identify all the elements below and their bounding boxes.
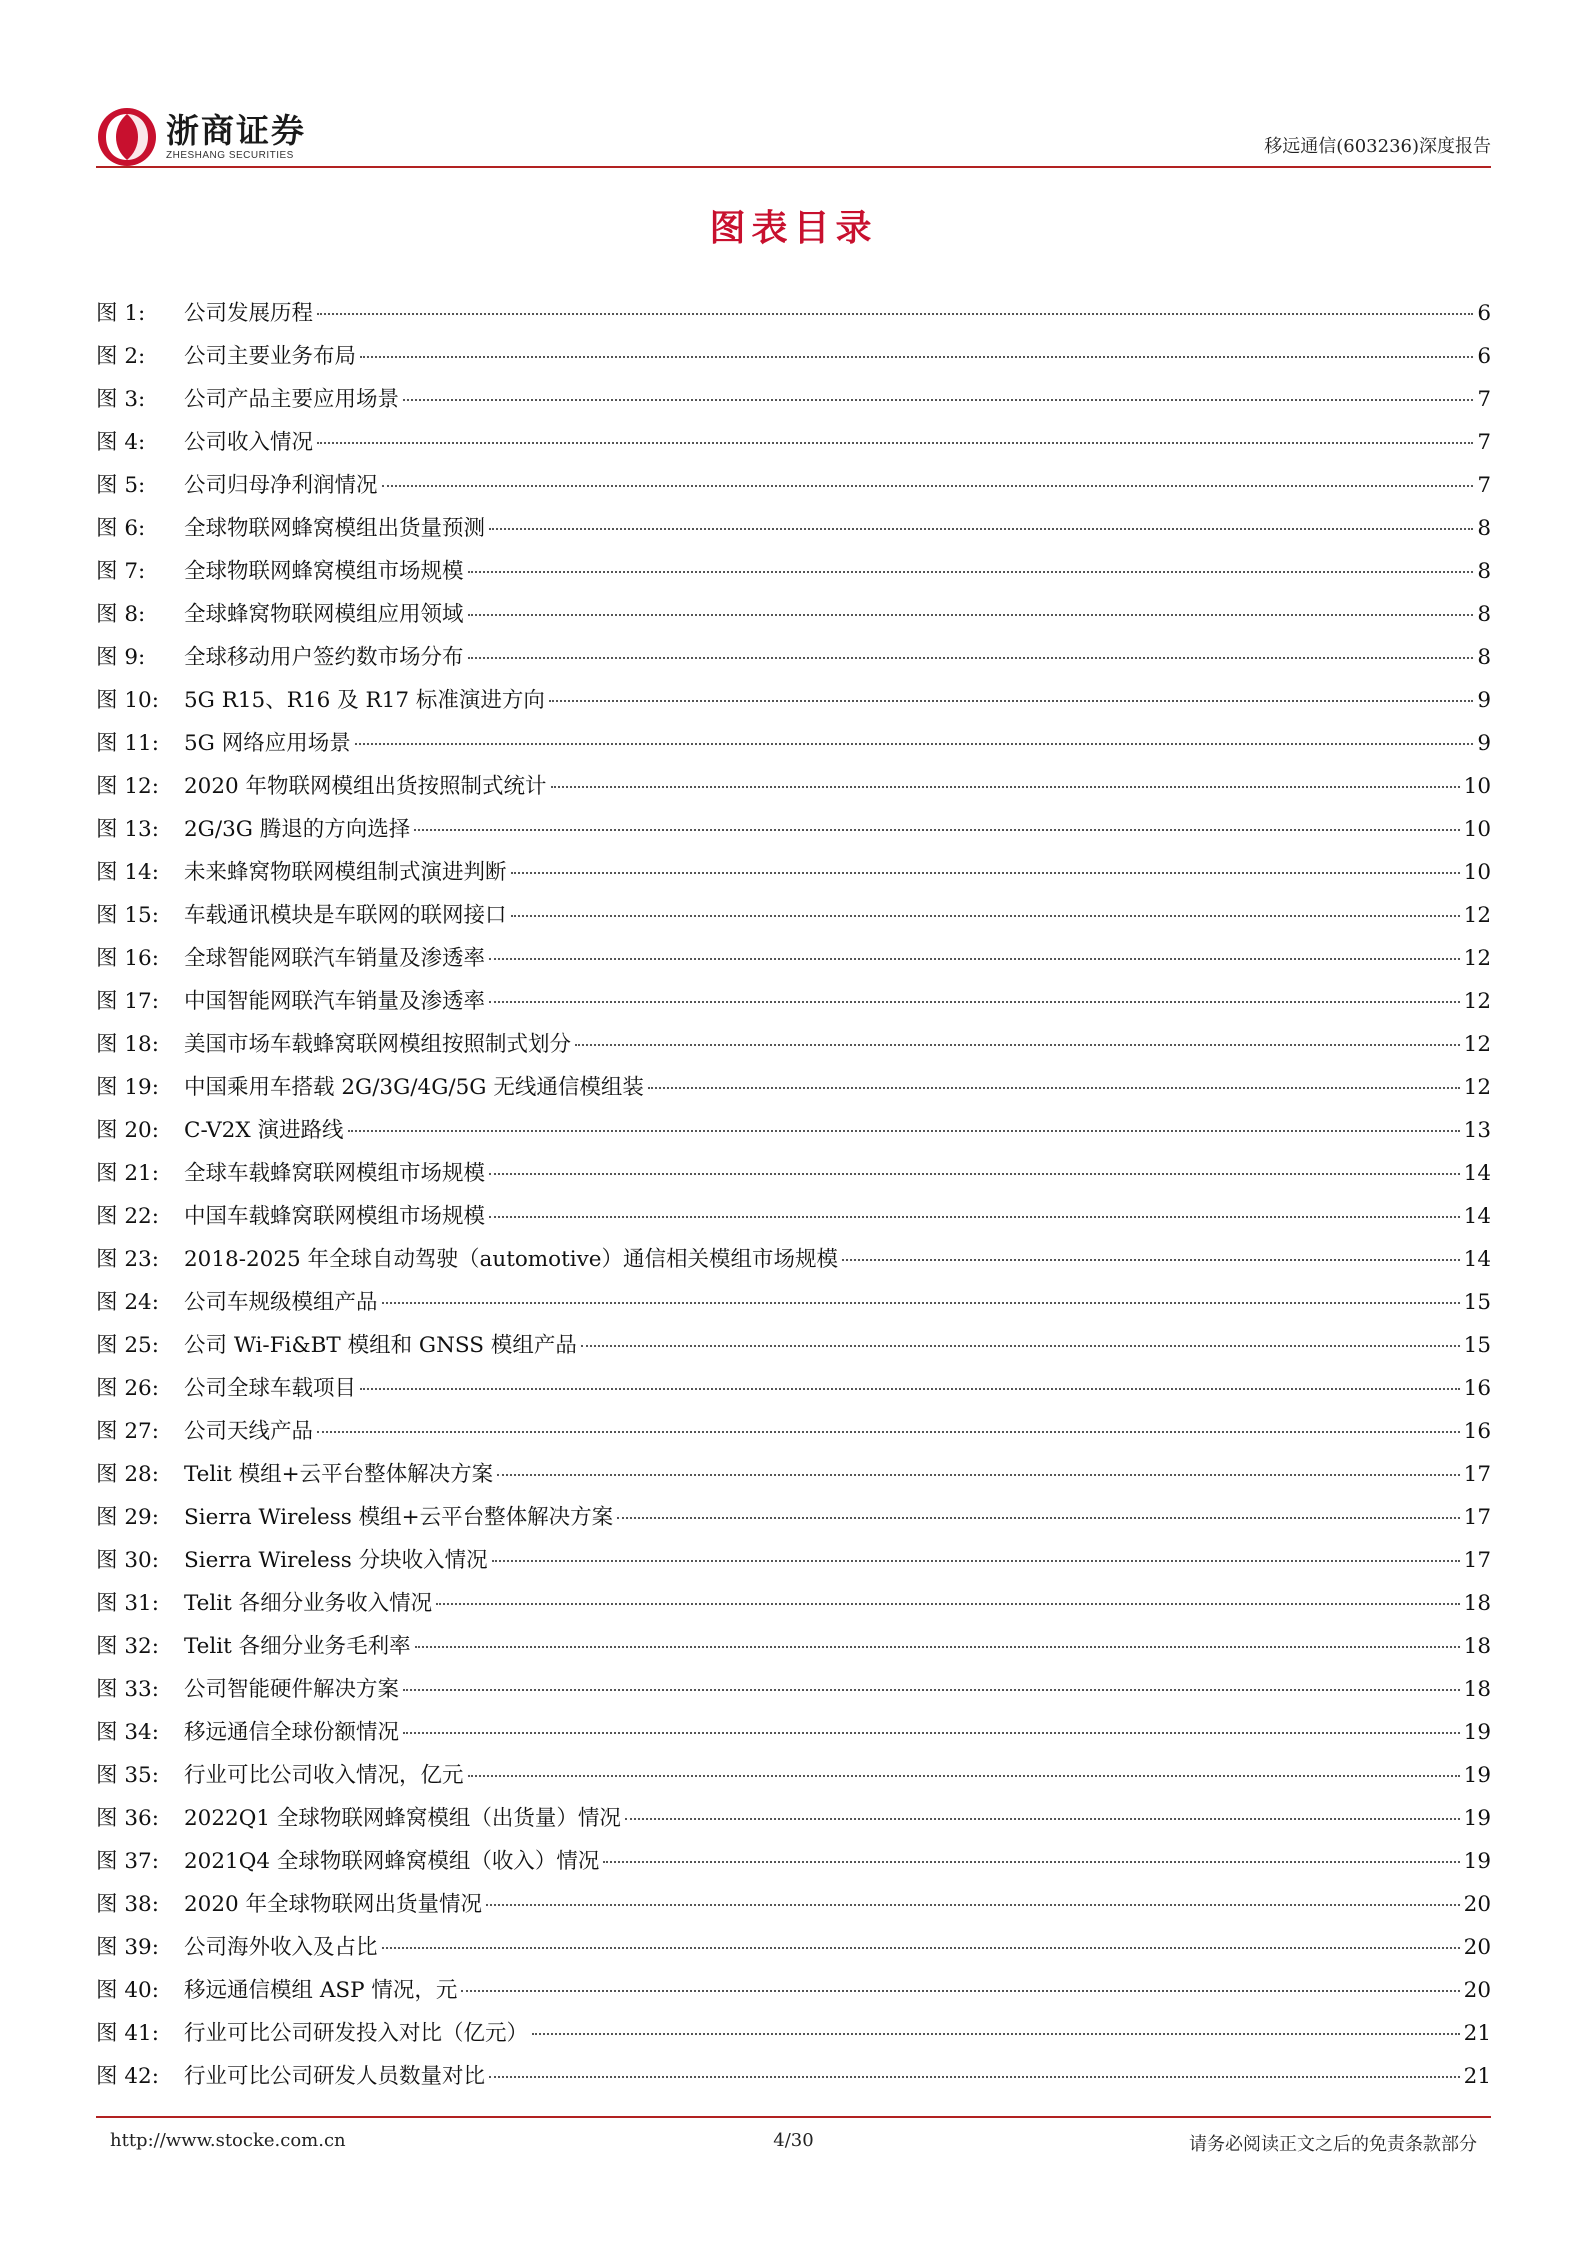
toc-entry-title: 公司收入情况 <box>184 430 314 455</box>
toc-entry-page: 7 <box>1477 387 1491 412</box>
toc-entry-page: 17 <box>1463 1548 1491 1573</box>
toc-dot-leader <box>360 1388 1460 1390</box>
toc-entry[interactable] <box>96 2016 1491 2059</box>
toc-entry-label: 图 32: <box>96 1634 159 1659</box>
toc-entry[interactable] <box>96 2059 1491 2102</box>
toc-entry-title: 全球蜂窝物联网模组应用领域 <box>184 602 464 627</box>
toc-entry[interactable] <box>96 1758 1491 1801</box>
toc-entry-page: 19 <box>1463 1763 1491 1788</box>
toc-entry-label: 图 24: <box>96 1290 159 1315</box>
toc-dot-leader <box>575 1044 1460 1046</box>
toc-entry[interactable] <box>96 339 1491 382</box>
toc-entry-page: 20 <box>1463 1978 1491 2003</box>
toc-entry-title: Telit 各细分业务收入情况 <box>184 1591 433 1616</box>
toc-dot-leader <box>403 399 1473 401</box>
toc-dot-leader <box>403 1689 1460 1691</box>
toc-entry-title: 行业可比公司研发投入对比（亿元） <box>184 2021 529 2046</box>
toc-dot-leader <box>360 356 1473 358</box>
toc-dot-leader <box>317 313 1473 315</box>
toc-dot-leader <box>468 614 1474 616</box>
toc-entry-label: 图 5: <box>96 473 146 498</box>
toc-entry-title: 全球智能网联汽车销量及渗透率 <box>184 946 486 971</box>
toc-entry-title: 公司海外收入及占比 <box>184 1935 378 1960</box>
toc-entry-page: 12 <box>1463 903 1491 928</box>
toc-entry-label: 图 39: <box>96 1935 159 1960</box>
toc-entry-title: 美国市场车载蜂窝联网模组按照制式划分 <box>184 1032 572 1057</box>
toc-entry-title: 公司智能硬件解决方案 <box>184 1677 400 1702</box>
toc-entry-label: 图 30: <box>96 1548 159 1573</box>
toc-entry-label: 图 36: <box>96 1806 159 1831</box>
toc-dot-leader <box>581 1345 1460 1347</box>
footer-divider <box>96 2116 1491 2118</box>
toc-entry-label: 图 18: <box>96 1032 159 1057</box>
toc-entry-label: 图 14: <box>96 860 159 885</box>
footer-website-link[interactable]: http://www.stocke.com.cn <box>110 2130 346 2151</box>
toc-entry-title: 2G/3G 腾退的方向选择 <box>184 817 411 842</box>
toc-entry-label: 图 27: <box>96 1419 159 1444</box>
toc-entry[interactable] <box>96 1285 1491 1328</box>
toc-entry[interactable] <box>96 1844 1491 1887</box>
toc-entry-page: 21 <box>1463 2021 1491 2046</box>
toc-entry-page: 8 <box>1477 559 1491 584</box>
toc-entry[interactable] <box>96 1973 1491 2016</box>
toc-dot-leader <box>414 829 1459 831</box>
toc-entry-label: 图 40: <box>96 1978 159 2003</box>
toc-dot-leader <box>842 1259 1460 1261</box>
toc-entry-label: 图 23: <box>96 1247 159 1272</box>
toc-dot-leader <box>625 1818 1460 1820</box>
toc-dot-leader <box>497 1474 1460 1476</box>
toc-entry-title: 5G R15、R16 及 R17 标准演进方向 <box>184 688 545 713</box>
toc-entry-label: 图 15: <box>96 903 159 928</box>
toc-entry-page: 9 <box>1477 688 1491 713</box>
toc-entry-title: 行业可比公司收入情况，亿元 <box>184 1763 464 1788</box>
toc-entry[interactable] <box>96 941 1491 984</box>
company-logo <box>96 106 306 168</box>
toc-entry-title: 公司产品主要应用场景 <box>184 387 400 412</box>
toc-dot-leader <box>617 1517 1459 1519</box>
toc-dot-leader <box>382 1947 1460 1949</box>
toc-entry-page: 6 <box>1477 344 1491 369</box>
toc-entry[interactable] <box>96 855 1491 898</box>
toc-entry[interactable] <box>96 1113 1491 1156</box>
toc-entry[interactable] <box>96 425 1491 468</box>
toc-dot-leader <box>382 1302 1460 1304</box>
toc-entry[interactable] <box>96 1457 1491 1500</box>
figure-toc-list <box>96 296 1491 2102</box>
toc-entry-title: 车载通讯模块是车联网的联网接口 <box>184 903 507 928</box>
toc-entry-title: 2020 年物联网模组出货按照制式统计 <box>184 774 547 799</box>
toc-entry[interactable] <box>96 812 1491 855</box>
toc-dot-leader <box>549 700 1473 702</box>
zheshang-logo-icon <box>96 106 158 168</box>
toc-entry-label: 图 11: <box>96 731 159 756</box>
toc-entry-page: 18 <box>1463 1634 1491 1659</box>
toc-entry-title: 全球物联网蜂窝模组市场规模 <box>184 559 464 584</box>
toc-entry-title: 行业可比公司研发人员数量对比 <box>184 2064 486 2089</box>
toc-entry-label: 图 3: <box>96 387 146 412</box>
toc-entry-label: 图 12: <box>96 774 159 799</box>
toc-entry-page: 10 <box>1463 860 1491 885</box>
toc-entry-page: 16 <box>1463 1419 1491 1444</box>
toc-entry[interactable] <box>96 554 1491 597</box>
toc-entry[interactable] <box>96 1500 1491 1543</box>
toc-entry-label: 图 22: <box>96 1204 159 1229</box>
toc-dot-leader <box>532 2033 1460 2035</box>
toc-entry-title: 2018-2025 年全球自动驾驶（automotive）通信相关模组市场规模 <box>184 1247 838 1272</box>
toc-entry-title: 公司归母净利润情况 <box>184 473 378 498</box>
toc-entry-label: 图 16: <box>96 946 159 971</box>
toc-entry[interactable] <box>96 1199 1491 1242</box>
toc-entry-label: 图 10: <box>96 688 159 713</box>
page-title: 图表目录 <box>709 208 878 249</box>
toc-dot-leader <box>317 442 1473 444</box>
toc-entry-page: 20 <box>1463 1935 1491 1960</box>
toc-entry-title: 全球物联网蜂窝模组出货量预测 <box>184 516 486 541</box>
toc-entry[interactable] <box>96 1027 1491 1070</box>
page-header <box>96 96 1491 174</box>
toc-entry-title: Sierra Wireless 分块收入情况 <box>184 1548 488 1573</box>
toc-entry-label: 图 33: <box>96 1677 159 1702</box>
toc-dot-leader <box>551 786 1460 788</box>
toc-entry[interactable] <box>96 726 1491 769</box>
toc-entry-title: 中国车载蜂窝联网模组市场规模 <box>184 1204 486 1229</box>
toc-entry-title: 2022Q1 全球物联网蜂窝模组（出货量）情况 <box>184 1806 621 1831</box>
toc-entry[interactable] <box>96 683 1491 726</box>
toc-entry[interactable] <box>96 1371 1491 1414</box>
toc-entry-title: 公司发展历程 <box>184 301 314 326</box>
toc-entry-title: 5G 网络应用场景 <box>184 731 351 756</box>
toc-entry[interactable] <box>96 898 1491 941</box>
toc-entry-page: 19 <box>1463 1806 1491 1831</box>
toc-entry[interactable] <box>96 511 1491 554</box>
toc-entry[interactable] <box>96 1156 1491 1199</box>
toc-entry-page: 15 <box>1463 1333 1491 1358</box>
toc-entry-page: 18 <box>1463 1677 1491 1702</box>
toc-entry-label: 图 4: <box>96 430 146 455</box>
toc-entry[interactable] <box>96 296 1491 339</box>
toc-dot-leader <box>511 872 1460 874</box>
toc-entry-page: 17 <box>1463 1462 1491 1487</box>
toc-entry-label: 图 38: <box>96 1892 159 1917</box>
toc-entry-page: 18 <box>1463 1591 1491 1616</box>
toc-entry-page: 19 <box>1463 1720 1491 1745</box>
toc-entry-page: 19 <box>1463 1849 1491 1874</box>
toc-entry-label: 图 7: <box>96 559 146 584</box>
toc-entry-title: 中国乘用车搭载 2G/3G/4G/5G 无线通信模组装 <box>184 1075 644 1100</box>
toc-entry-label: 图 1: <box>96 301 146 326</box>
toc-entry[interactable] <box>96 1801 1491 1844</box>
toc-entry-page: 15 <box>1463 1290 1491 1315</box>
toc-dot-leader <box>461 1990 1459 1992</box>
toc-entry-label: 图 31: <box>96 1591 159 1616</box>
toc-entry[interactable] <box>96 1887 1491 1930</box>
toc-entry-label: 图 26: <box>96 1376 159 1401</box>
toc-entry[interactable] <box>96 382 1491 425</box>
toc-dot-leader <box>486 1904 1460 1906</box>
toc-entry-page: 14 <box>1463 1247 1491 1272</box>
toc-entry-title: C-V2X 演进路线 <box>184 1118 344 1143</box>
toc-dot-leader <box>492 1560 1460 1562</box>
toc-entry-page: 16 <box>1463 1376 1491 1401</box>
toc-entry-label: 图 35: <box>96 1763 159 1788</box>
toc-entry-page: 8 <box>1477 516 1491 541</box>
toc-entry-title: 中国智能网联汽车销量及渗透率 <box>184 989 486 1014</box>
toc-entry[interactable] <box>96 1672 1491 1715</box>
toc-entry[interactable] <box>96 1930 1491 1973</box>
toc-entry-label: 图 28: <box>96 1462 159 1487</box>
report-title: 移远通信(603236)深度报告 <box>1264 136 1491 157</box>
toc-entry-label: 图 37: <box>96 1849 159 1874</box>
logo-chinese-name: 浙商证券 <box>166 111 306 150</box>
toc-entry-title: 2021Q4 全球物联网蜂窝模组（收入）情况 <box>184 1849 600 1874</box>
toc-entry-title: 移远通信全球份额情况 <box>184 1720 400 1745</box>
toc-dot-leader <box>648 1087 1460 1089</box>
toc-entry-page: 9 <box>1477 731 1491 756</box>
toc-entry-page: 21 <box>1463 2064 1491 2089</box>
toc-entry-page: 13 <box>1463 1118 1491 1143</box>
toc-entry[interactable] <box>96 1070 1491 1113</box>
toc-entry[interactable] <box>96 1242 1491 1285</box>
toc-entry-page: 20 <box>1463 1892 1491 1917</box>
toc-entry[interactable] <box>96 640 1491 683</box>
toc-dot-leader <box>489 528 1473 530</box>
toc-entry-title: Telit 各细分业务毛利率 <box>184 1634 411 1659</box>
toc-entry-label: 图 6: <box>96 516 146 541</box>
toc-entry-page: 10 <box>1463 774 1491 799</box>
toc-entry-label: 图 2: <box>96 344 146 369</box>
header-divider <box>96 166 1491 168</box>
toc-entry[interactable] <box>96 769 1491 812</box>
toc-entry-title: 未来蜂窝物联网模组制式演进判断 <box>184 860 507 885</box>
toc-dot-leader <box>489 1001 1460 1003</box>
toc-entry-title: 移远通信模组 ASP 情况，元 <box>184 1978 458 2003</box>
toc-entry-label: 图 29: <box>96 1505 159 1530</box>
toc-entry-page: 12 <box>1463 946 1491 971</box>
toc-entry[interactable] <box>96 984 1491 1027</box>
toc-dot-leader <box>468 657 1474 659</box>
toc-entry-title: 公司全球车载项目 <box>184 1376 357 1401</box>
toc-entry[interactable] <box>96 468 1491 511</box>
toc-entry[interactable] <box>96 597 1491 640</box>
toc-entry-title: 公司主要业务布局 <box>184 344 357 369</box>
toc-entry[interactable] <box>96 1543 1491 1586</box>
toc-entry-page: 14 <box>1463 1161 1491 1186</box>
toc-entry[interactable] <box>96 1414 1491 1457</box>
toc-entry[interactable] <box>96 1629 1491 1672</box>
toc-dot-leader <box>603 1861 1459 1863</box>
toc-entry-title: 全球移动用户签约数市场分布 <box>184 645 464 670</box>
toc-entry-title: 2020 年全球物联网出货量情况 <box>184 1892 483 1917</box>
toc-entry-page: 10 <box>1463 817 1491 842</box>
toc-dot-leader <box>468 571 1474 573</box>
logo-english-name: ZHESHANG SECURITIES <box>166 150 294 161</box>
toc-entry-label: 图 13: <box>96 817 159 842</box>
toc-dot-leader <box>355 743 1474 745</box>
toc-entry-page: 14 <box>1463 1204 1491 1229</box>
toc-dot-leader <box>489 2076 1460 2078</box>
page-footer <box>110 2130 1477 2156</box>
toc-dot-leader <box>436 1603 1460 1605</box>
toc-dot-leader <box>348 1130 1460 1132</box>
toc-entry-label: 图 19: <box>96 1075 159 1100</box>
toc-entry-label: 图 21: <box>96 1161 159 1186</box>
toc-dot-leader <box>317 1431 1460 1433</box>
toc-dot-leader <box>489 1216 1460 1218</box>
toc-entry-title: 公司 Wi-Fi&BT 模组和 GNSS 模组产品 <box>184 1333 577 1358</box>
toc-entry[interactable] <box>96 1586 1491 1629</box>
toc-dot-leader <box>489 1173 1460 1175</box>
toc-entry-label: 图 8: <box>96 602 146 627</box>
toc-entry-title: 公司车规级模组产品 <box>184 1290 378 1315</box>
toc-entry-page: 8 <box>1477 645 1491 670</box>
toc-entry-page: 7 <box>1477 473 1491 498</box>
toc-entry-page: 12 <box>1463 1032 1491 1057</box>
toc-entry[interactable] <box>96 1715 1491 1758</box>
toc-entry-title: Sierra Wireless 模组+云平台整体解决方案 <box>184 1505 614 1530</box>
toc-entry-label: 图 20: <box>96 1118 159 1143</box>
toc-entry-page: 12 <box>1463 1075 1491 1100</box>
toc-entry-page: 17 <box>1463 1505 1491 1530</box>
page-number: 4/30 <box>773 2130 814 2151</box>
toc-entry-title: 全球车载蜂窝联网模组市场规模 <box>184 1161 486 1186</box>
toc-entry-page: 12 <box>1463 989 1491 1014</box>
toc-dot-leader <box>382 485 1474 487</box>
toc-entry-title: 公司天线产品 <box>184 1419 314 1444</box>
toc-dot-leader <box>403 1732 1460 1734</box>
toc-entry-title: Telit 模组+云平台整体解决方案 <box>184 1462 494 1487</box>
toc-entry-label: 图 42: <box>96 2064 159 2089</box>
toc-entry[interactable] <box>96 1328 1491 1371</box>
toc-entry-label: 图 34: <box>96 1720 159 1745</box>
toc-entry-page: 8 <box>1477 602 1491 627</box>
toc-dot-leader <box>415 1646 1460 1648</box>
toc-dot-leader <box>511 915 1460 917</box>
toc-entry-label: 图 25: <box>96 1333 159 1358</box>
toc-entry-label: 图 41: <box>96 2021 159 2046</box>
toc-dot-leader <box>468 1775 1460 1777</box>
toc-entry-page: 6 <box>1477 301 1491 326</box>
toc-entry-page: 7 <box>1477 430 1491 455</box>
toc-entry-label: 图 9: <box>96 645 146 670</box>
footer-disclaimer: 请务必阅读正文之后的免责条款部分 <box>1189 2134 1477 2155</box>
toc-dot-leader <box>489 958 1460 960</box>
toc-entry-label: 图 17: <box>96 989 159 1014</box>
